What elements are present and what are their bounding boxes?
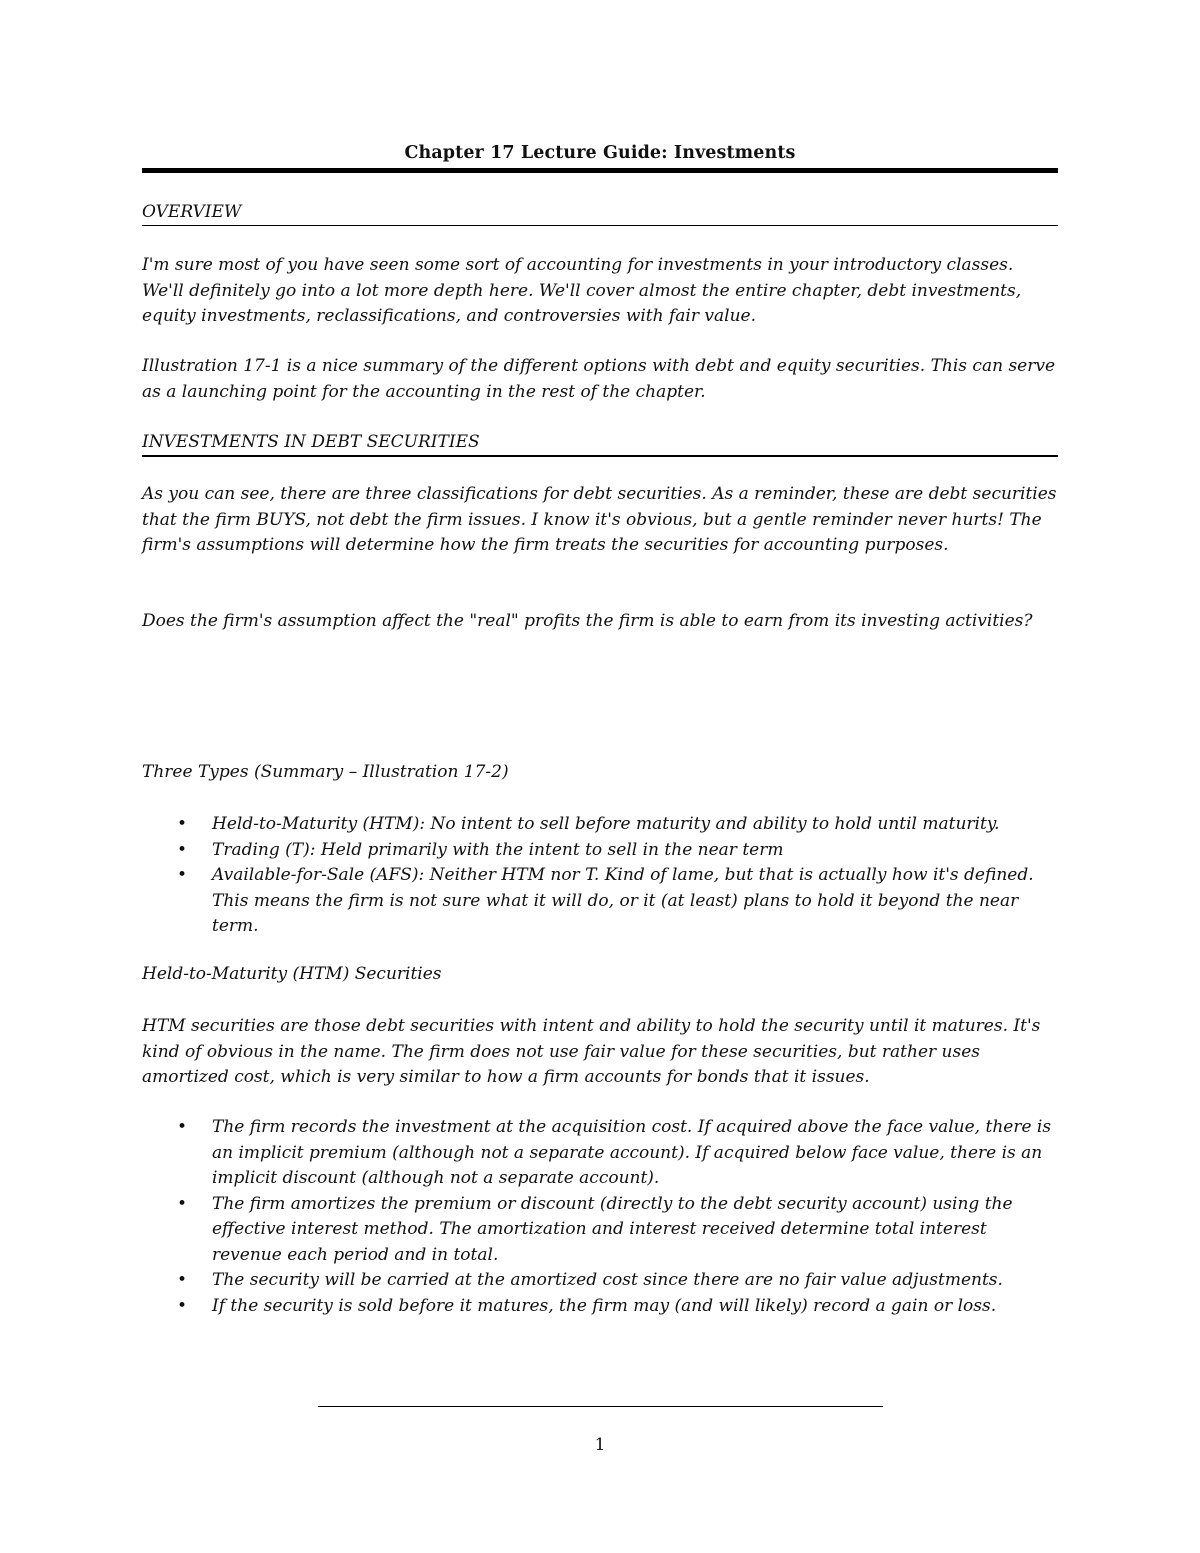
list-item-text: If the security is sold before it matures, the firm may (and will likely) record a gain or loss. [212,1295,997,1316]
list-item [142,1115,1058,1192]
debt-question: Does the firm's assumption affect the "real" profits the firm is able to earn from its investing activities? [142,611,1033,631]
bullet-icon: • [177,1295,188,1316]
page-title: Chapter 17 Lecture Guide: Investments [404,143,796,163]
list-item [142,1268,1058,1294]
list-item-text: The firm records the investment at the acquisition cost. If acquired above the face value, there is an implicit premium (although not a separate account). If acquired below face value, there is an implicit discount (although not a separate account). [212,1117,1052,1188]
list-item [142,812,1058,838]
list-item [142,1294,1058,1320]
bullet-icon: • [177,814,188,834]
three-types-list [142,812,1058,940]
list-item-text: Available-for-Sale (AFS): Neither HTM nor T. Kind of lame, but that is actually how it's defined. This means the firm is not sure what it will do, or it (at least) plans to hold it beyond the near term. [212,865,1034,936]
bullet-icon: • [177,1117,188,1137]
debt-paragraph-1: As you can see, there are three classifications for debt securities. As a reminder, these are debt securities that the firm BUYS, not debt the firm issues. I know it's obvious, but a gentle reminder never hurts! The firm's assumptions will determine how the firm treats the securities for accounting purposes. [142,484,1057,555]
bullet-icon: • [177,865,188,885]
overview-paragraph-2: Illustration 17-1 is a nice summary of the different options with debt and equity securities. This can serve as a launching point for the accounting in the rest of the chapter. [142,356,1056,402]
list-item-text: The security will be carried at the amortized cost since there are no fair value adjustments. [212,1270,1003,1290]
list-item [142,863,1058,940]
htm-points-list [142,1115,1058,1319]
list-item [142,838,1058,864]
footer-rule [318,1406,883,1407]
section-heading-debt-securities: INVESTMENTS IN DEBT SECURITIES [142,432,480,452]
list-item-text: Trading (T): Held primarily with the intent to sell in the near term [212,839,784,860]
bullet-icon: • [177,839,188,860]
htm-heading: Held-to-Maturity (HTM) Securities [142,964,442,984]
page-number: 1 [594,1435,606,1455]
title-rule [142,168,1058,173]
three-types-heading: Three Types (Summary – Illustration 17-2) [142,762,509,782]
list-item-text: The firm amortizes the premium or discount (directly to the debt security account) using the effective interest method. The amortization and interest received determine total interest revenue each period and in total. [212,1193,1013,1265]
section-rule-debt-securities [142,455,1058,457]
bullet-icon: • [177,1193,188,1214]
list-item [142,1192,1058,1269]
list-item-text: Held-to-Maturity (HTM): No intent to sell before maturity and ability to hold until maturity. [212,814,1000,834]
htm-paragraph: HTM securities are those debt securities with intent and ability to hold the security until it matures. It's kind of obvious in the name. The firm does not use fair value for these securities, but rather uses amortized cost, which is very similar to how a firm accounts for bonds that it issues. [142,1016,1041,1087]
section-heading-overview: OVERVIEW [142,202,242,222]
section-rule-overview [142,225,1058,226]
overview-paragraph-1: I'm sure most of you have seen some sort of accounting for investments in your introductory classes. We'll definitely go into a lot more depth here. We'll cover almost the entire chapter, debt investments, equity investments, reclassifications, and controversies with fair value. [142,255,1022,326]
bullet-icon: • [177,1270,188,1290]
